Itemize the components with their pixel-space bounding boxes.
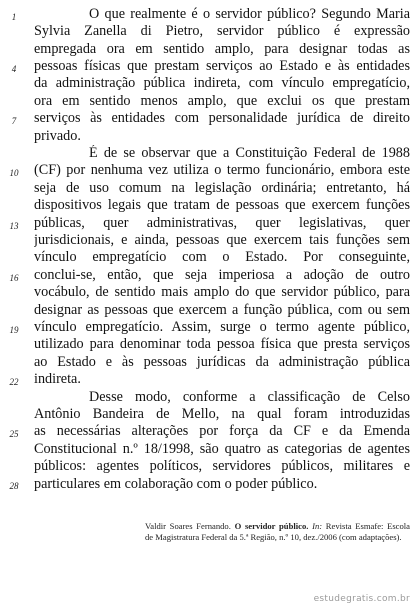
line-number: 1 (11, 12, 17, 22)
line-number: 7 (11, 116, 17, 126)
text-line: designar as pessoas que exercem a função pública, com ou sem (34, 302, 410, 318)
citation (145, 521, 410, 543)
text-line: vínculo empregatício com o Estado. Por conseguinte, (34, 249, 410, 265)
text-line: vocábulo, de sentido mais amplo do que servidor público, para (34, 284, 410, 300)
citation-title: O servidor público. (234, 521, 309, 531)
text-line: indireta. (34, 371, 81, 387)
watermark: estudegratis.com.br (313, 594, 410, 604)
line-number: 4 (11, 64, 17, 74)
text-line: É de se observar que a Constituição Federal de 1988 (89, 145, 410, 161)
text-line: empregada ora em sentido amplo, para designar todas as (34, 41, 410, 57)
citation-line: de Magistratura Federal da 5.ª Região, n.º 10, dez./2006 (com adaptações). (145, 532, 402, 542)
line-number: 13 (9, 221, 19, 231)
line-number: 28 (9, 481, 19, 491)
text-line: serviços às entidades com personalidade jurídica de direito (34, 110, 410, 126)
text-line: Constitucional n.º 18/1998, são quatro as categorias de agentes (34, 441, 410, 457)
text-line: (CF) por nenhuma vez utiliza o termo funcionário, embora este (34, 162, 410, 178)
text-line: dispositivos legais que tratam de pessoas que exercem funções (34, 197, 410, 213)
text-line: conclui-se, então, que seja imperiosa a adoção de outro (34, 267, 410, 283)
citation-in: In: (312, 521, 323, 531)
text-line: as necessárias alterações por força da CF e da Emenda (34, 423, 410, 439)
line-number: 22 (9, 377, 19, 387)
text-line: vínculo empregatício. Assim, surge o termo agente público, (34, 319, 410, 335)
line-number: 25 (9, 429, 19, 439)
text-line: ao Estado e às pessoas jurídicas da administração pública (34, 354, 410, 370)
line-number: 10 (9, 168, 19, 178)
text-line: públicos: agentes políticos, servidores públicos, militares e (34, 458, 410, 474)
text-line: O que realmente é o servidor público? Segundo Maria (89, 6, 410, 22)
text-line: utilizado para denominar toda pessoa física que presta serviços (34, 336, 410, 352)
text-line: jurisdicionais, e ainda, pessoas que exercem tais funções sem (34, 232, 410, 248)
line-number: 16 (9, 273, 19, 283)
text-line: públicas, quer administrativas, quer legislativas, quer (34, 215, 410, 231)
citation-line (145, 521, 410, 532)
text-line: Desse modo, conforme a classificação de Celso (89, 389, 410, 405)
citation-source: Revista Esmafe: Escola (325, 521, 410, 531)
text-line: da administração pública indireta, com vínculo empregatício, (34, 75, 410, 91)
citation-author: Valdir Soares Fernando. (145, 521, 231, 531)
text-line: Antônio Bandeira de Mello, na qual foram introduzidas (34, 406, 410, 422)
text-line: particulares em colaboração com o poder público. (34, 476, 318, 492)
text-line: Sylvia Zanella di Pietro, servidor público é expressão (34, 23, 410, 39)
text-line: pessoas físicas que prestam serviços ao Estado e às entidades (34, 58, 410, 74)
text-line: privado. (34, 128, 81, 144)
text-line: ora em sentido menos amplo, que exclui os que prestam (34, 93, 410, 109)
line-number: 19 (9, 325, 19, 335)
text-line: seja de uso comum na legislação ordinária; entretanto, há (34, 180, 410, 196)
